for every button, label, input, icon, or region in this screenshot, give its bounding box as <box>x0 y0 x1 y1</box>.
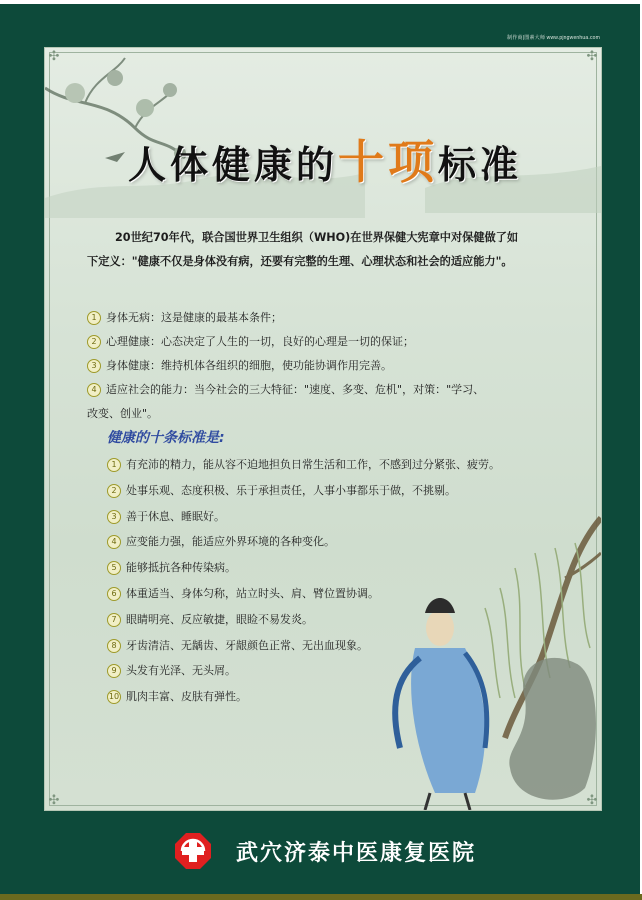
standards-list <box>107 452 567 710</box>
circled-number-icon: 5 <box>107 561 121 575</box>
corner-ornament-icon: ✣ <box>586 793 598 808</box>
circled-number-icon: 1 <box>107 458 121 472</box>
standard-item: 1 有充沛的精力，能从容不迫地担负日常生活和工作，不感到过分紧张、疲劳。 <box>107 452 567 478</box>
circled-number-icon: 7 <box>107 613 121 627</box>
definition-item: 2 心理健康：心态决定了人生的一切，良好的心理是一切的保证； <box>87 330 557 354</box>
content-panel <box>44 47 602 811</box>
circled-number-icon: 9 <box>107 664 121 678</box>
definition-item-continued: 改变、创业"。 <box>87 407 159 420</box>
corner-ornament-icon: ✣ <box>48 49 60 64</box>
definition-item: 1 身体无病：这是健康的最基本条件； <box>87 306 557 330</box>
standard-item: 8 牙齿清洁、无龋齿、牙龈颜色正常、无出血现象。 <box>107 633 567 659</box>
definition-list <box>87 306 557 426</box>
site-tag: 制作商|图素大师 www.pjngwenhua.com <box>507 35 600 41</box>
standard-item: 10 肌肉丰富、皮肤有弹性。 <box>108 690 247 704</box>
circled-number-icon: 3 <box>107 510 121 524</box>
red-cross-logo-icon <box>172 830 214 872</box>
circled-number-icon: 4 <box>107 535 121 549</box>
standard-item: 2 处事乐观、态度积极、乐于承担责任，人事小事都乐于做，不挑剔。 <box>107 478 567 504</box>
intro-line: 20世纪70年代，联合国世界卫生组织（WHO)在世界保健大宪章中对保健做了如 <box>115 231 519 244</box>
poster-frame <box>0 4 640 898</box>
circled-number-icon: 4 <box>87 383 101 397</box>
circled-number-icon: 2 <box>107 484 121 498</box>
standards-heading: 健康的十条标准是: <box>107 430 225 446</box>
definition-item: 3 身体健康：维持机体各组织的细胞，使功能协调作用完善。 <box>87 354 557 378</box>
circled-number-icon: 8 <box>107 639 121 653</box>
circled-number-icon: 2 <box>87 335 101 349</box>
hospital-name: 武穴济泰中医康复医院 <box>236 841 477 866</box>
circled-number-icon: 3 <box>87 359 101 373</box>
standard-item: 9 头发有光泽、无头屑。 <box>107 658 567 684</box>
page-title: 人体健康的十项标准 <box>127 135 523 189</box>
corner-ornament-icon: ✣ <box>586 49 598 64</box>
title-accent: 十项 <box>338 135 438 189</box>
intro-line: 下定义："健康不仅是身体没有病，还要有完整的生理、心理状态和社会的适应能力"。 <box>87 255 513 268</box>
circled-number-icon: 10 <box>107 690 121 704</box>
standard-item: 5 能够抵抗各种传染病。 <box>107 555 567 581</box>
intro-paragraph <box>87 226 557 274</box>
standard-item: 6 体重适当、身体匀称，站立时头、肩、臂位置协调。 <box>107 581 567 607</box>
corner-ornament-icon: ✣ <box>48 793 60 808</box>
standard-item: 4 应变能力强，能适应外界环境的各种变化。 <box>107 529 567 555</box>
standard-item: 7 眼睛明亮、反应敏捷，眼睑不易发炎。 <box>107 607 567 633</box>
standard-item: 3 善于休息、睡眠好。 <box>107 504 567 530</box>
circled-number-icon: 1 <box>87 311 101 325</box>
bottom-strip <box>0 894 642 900</box>
circled-number-icon: 6 <box>107 587 121 601</box>
definition-item: 4 适应社会的能力：当今社会的三大特征："速度、多变、危机"，对策："学习、 <box>87 378 557 402</box>
